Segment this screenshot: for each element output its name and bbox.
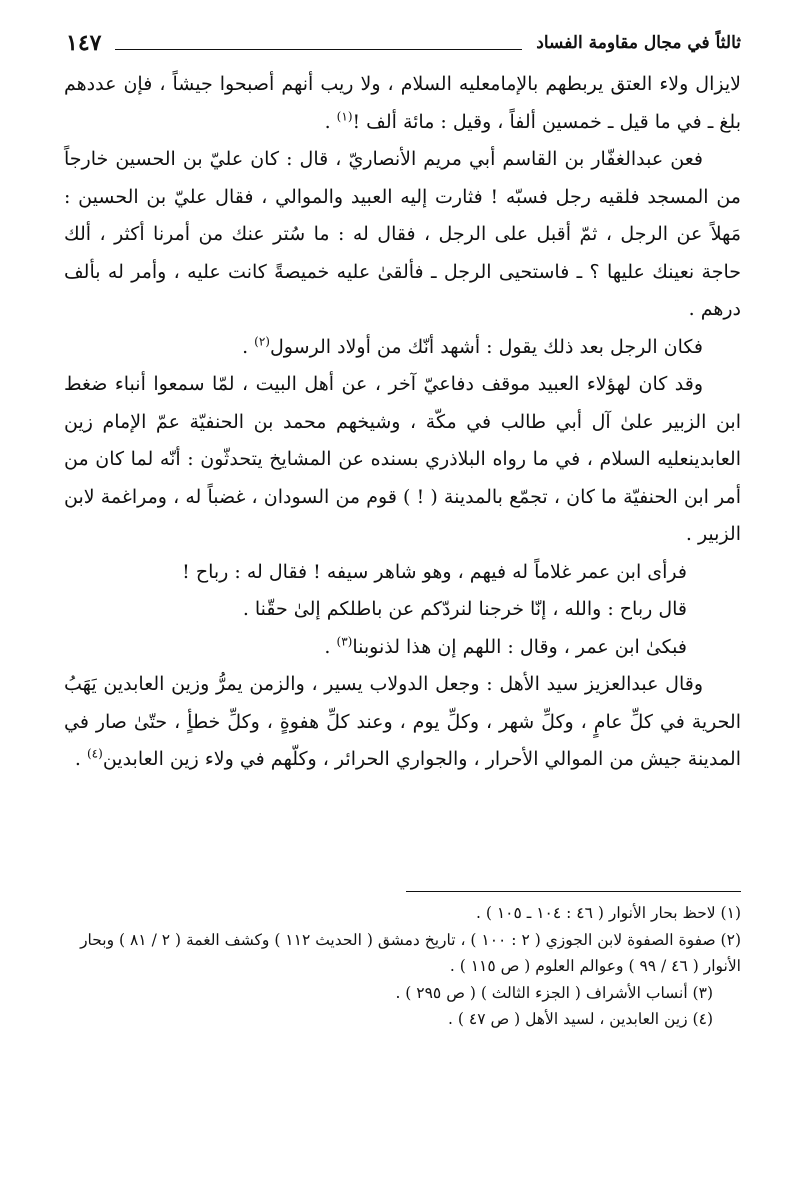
paragraph-tail: .: [242, 335, 255, 358]
paragraph: [64, 366, 741, 554]
paragraph-text: وقد كان لهؤلاء العبيد موقف دفاعيّ آخر ، عن أهل البيت ، لمّا سمعوا أنباء ضغط ابن الزبير علىٰ آل أبي طالب في مكّة ، وشيخهم محمد بن الحنفيّة عمّ الإمام زين العابدينعليه السلام ، في ما رواه البلاذري بسنده عن المشايخ يتحدثّون : أنّه لما كان من أمر ابن الحنفيّة ما كان ، تجمّع بالمدينة ( ! ) قوم من السودان ، غضباً له ، ومراغمة لابن الزبير .: [64, 373, 741, 545]
paragraph-text: فعن عبدالغفّار بن القاسم أبي مريم الأنصاريّ ، قال : كان عليّ بن الحسين خارجاً من المسجد فلقيه رجل فسبّه ! فثارت إليه العبيد والموالي ، فقال عليّ بن الحسين : مَهلاً عن الرجل ، ثمّ أقبل على الرجل ، فقال له : ما سُتر عنك من أمرنا أكثر ، ألك حاجة نعينك عليها ؟ ـ فاستحيى الرجل ـ فألقىٰ عليه خميصةً كانت عليه ، وأمر له بألف درهم .: [64, 148, 741, 320]
paragraph-text: وقال عبدالعزيز سيد الأهل : وجعل الدولاب يسير ، والزمن يمرُّ وزين العابدين يَهَبُ الحرية في كلِّ عامٍ ، وكلِّ شهر ، وكلِّ يوم ، وعند كلِّ هفوةٍ ، وكلِّ خطأٍ ، حتّىٰ صار في المدينة جيش من الموالي الأحرار ، والجواري الحرائر ، وكلّهم في ولاء زين العابدين: [64, 673, 741, 770]
paragraph: [64, 329, 741, 367]
paragraph-tail: .: [324, 110, 337, 133]
header-rule: [115, 49, 522, 50]
paragraph: [64, 666, 741, 779]
running-header: [66, 26, 741, 60]
paragraph-text: لايزال ولاء العتق يربطهم بالإمامعليه السلام ، ولا ريب أنهم أصبحوا جيشاً ، فإن عددهم بلغ ـ في ما قيل ـ خمسين ألفاً ، وقيل : مائة ألف !: [64, 73, 741, 133]
footnote: (١) لاحظ بحار الأنوار ( ٤٦ : ١٠٤ ـ ١٠٥ ) .: [476, 904, 741, 922]
footnote: (٢) صفوة الصفوة لابن الجوزي ( ٢ : ١٠٠ ) ، تاريخ دمشق ( الحديث ١١٢ ) وكشف الغمة ( ٢ / ٨١ ) وبحار الأنوار ( ٤٦ / ٩٩ ) وعوالم العلوم ( ص ١١٥ ) .: [80, 930, 741, 975]
footnote: (٤) زين العابدين ، لسيد الأهل ( ص ٤٧ ) .: [448, 1010, 713, 1028]
page-number: ١٤٧: [66, 30, 102, 56]
footnote: (٣) أنساب الأشراف ( الجزء الثالث ) ( ص ٢٩٥ ) .: [395, 983, 713, 1002]
footnote-ref: (١): [336, 109, 353, 124]
paragraph: [64, 141, 741, 329]
footnote-ref: (٣): [336, 634, 353, 649]
paragraph-text: قال رباح : والله ، إنّا خرجنا لنردّكم عن باطلكم إلىٰ حقّنا .: [242, 598, 687, 620]
paragraph-tail: .: [324, 635, 337, 658]
quote-line: [64, 591, 741, 629]
body-text: [64, 66, 741, 779]
chapter-title: ثالثاً في مجال مقاومة الفساد: [536, 33, 741, 53]
footnote-ref: (٤): [86, 746, 103, 761]
paragraph-text: فكان الرجل بعد ذلك يقول : أشهد أنّك من أولاد الرسول: [269, 335, 703, 358]
footnotes: [64, 900, 741, 1033]
quote-line: [64, 554, 741, 592]
quote-line: [64, 629, 741, 667]
paragraph-text: فبكىٰ ابن عمر ، وقال : اللهم إن هذا لذنوبنا: [352, 635, 687, 658]
footnote-ref: (٢): [254, 334, 270, 349]
footnote-separator: [406, 891, 741, 892]
paragraph-tail: .: [74, 748, 87, 770]
paragraph: [64, 66, 741, 141]
paragraph-text: فرأى ابن عمر غلاماً له فيهم ، وهو شاهر سيفه ! فقال له : رباح !: [182, 560, 687, 583]
